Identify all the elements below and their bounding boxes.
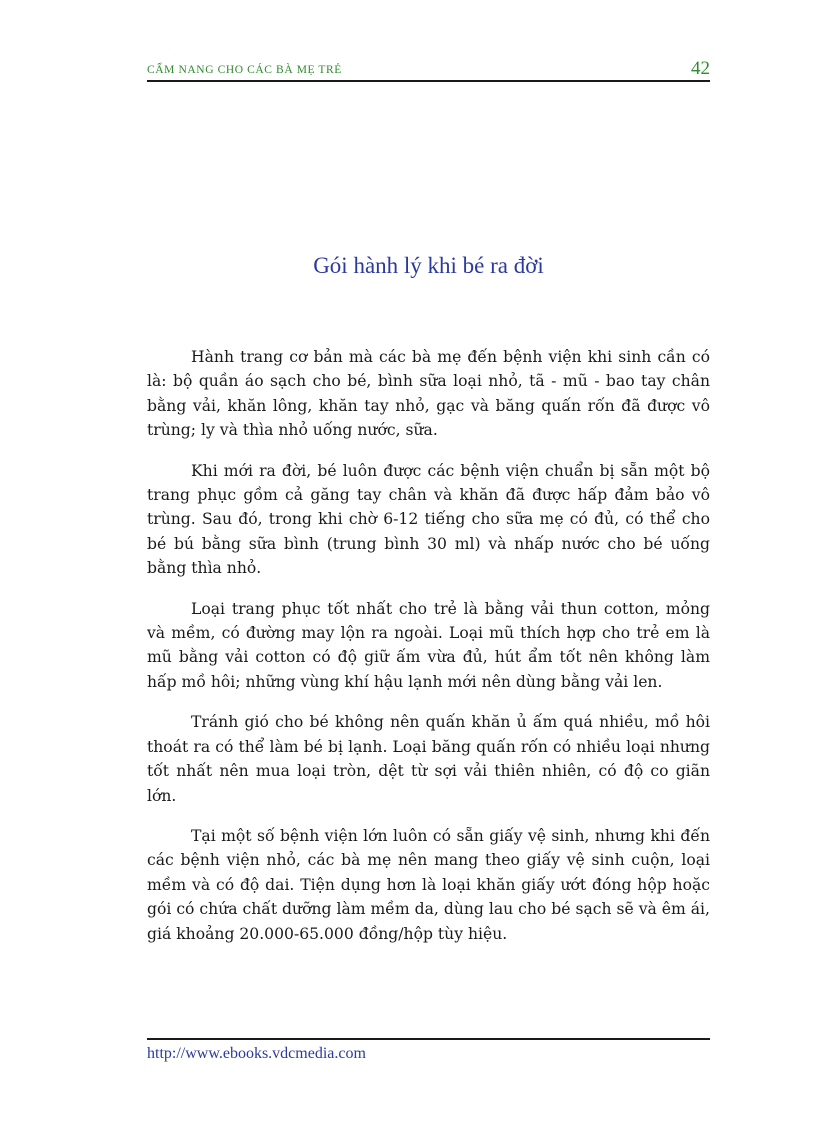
paragraph: Tại một số bệnh viện lớn luôn có sẵn giấy vệ sinh, nhưng khi đến các bệnh viện nhỏ, các bà mẹ nên mang theo giấy vệ sinh cuộn, loại mềm và có độ dai. Tiện dụng hơn là loại khăn giấy ướt đóng hộp hoặc gói có chứa chất dưỡng làm mềm da, dùng lau cho bé sạch sẽ và êm ái, giá khoảng 20.000-65.000 đồng/hộp tùy hiệu. [147, 826, 710, 943]
page-number: 42 [691, 58, 710, 79]
header-divider [147, 80, 710, 82]
footer-website-link[interactable]: http://www.ebooks.vdcmedia.com [147, 1045, 366, 1062]
paragraph: Loại trang phục tốt nhất cho trẻ là bằng vải thun cotton, mỏng và mềm, có đường may lộn ra ngoài. Loại mũ thích hợp cho trẻ em là mũ bằng vải cotton có độ giữ ấm vừa đủ, hút ẩm tốt nên không làm hấp mồ hôi; những vùng khí hậu lạnh mới nên dùng bằng vải len. [147, 599, 710, 691]
paragraph: Hành trang cơ bản mà các bà mẹ đến bệnh viện khi sinh cần có là: bộ quần áo sạch cho bé, bình sữa loại nhỏ, tã - mũ - bao tay chân bằng vải, khăn lông, khăn tay nhỏ, gạc và băng quấn rốn đã được vô trùng; ly và thìa nhỏ uống nước, sữa. [147, 348, 710, 440]
paragraph: Tránh gió cho bé không nên quấn khăn ủ ấm quá nhiều, mồ hôi thoát ra có thể làm bé bị lạnh. Loại băng quấn rốn có nhiều loại nhưng tốt nhất nên mua loại tròn, dệt từ sợi vải thiên nhiên, có độ co giãn lớn. [147, 713, 710, 805]
paragraph: Khi mới ra đời, bé luôn được các bệnh viện chuẩn bị sẵn một bộ trang phục gồm cả găng tay chân và khăn đã được hấp đảm bảo vô trùng. Sau đó, trong khi chờ 6-12 tiếng cho sữa mẹ có đủ, có thể cho bé bú bằng sữa bình (trung bình 30 ml) và nhấp nước cho bé uống bằng thìa nhỏ. [147, 461, 710, 578]
running-header-title: CẨM NANG CHO CÁC BÀ MẸ TRẺ [147, 64, 342, 76]
footer-divider [147, 1038, 710, 1040]
section-title: Gói hành lý khi bé ra đời [313, 253, 544, 278]
article-body [147, 345, 710, 962]
page-header [147, 56, 710, 82]
